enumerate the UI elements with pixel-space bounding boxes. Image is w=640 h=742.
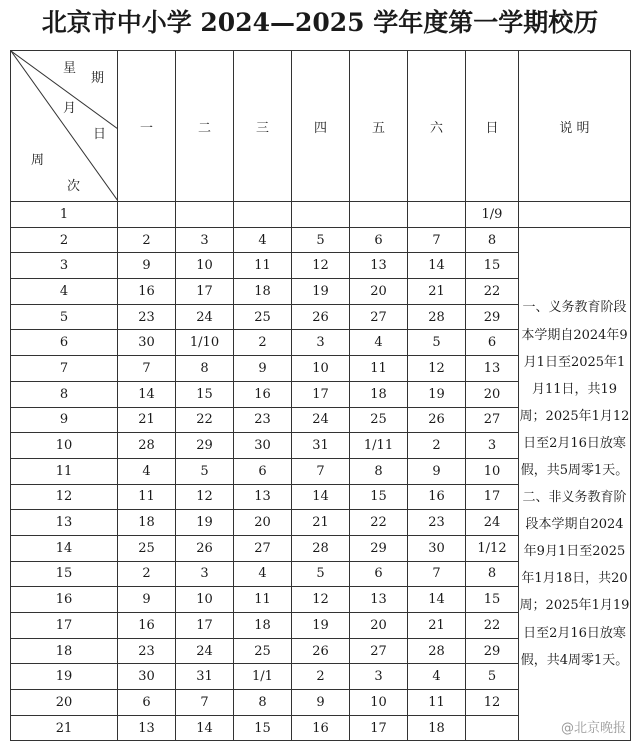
date-cell: 12: [292, 253, 350, 279]
corner-label-xing: 星: [63, 61, 77, 76]
date-cell: 8: [466, 227, 519, 253]
date-cell: 8: [176, 356, 234, 382]
date-cell: 2: [118, 227, 176, 253]
date-cell: 22: [176, 407, 234, 433]
week-number-cell: 15: [11, 561, 118, 587]
week-number-cell: 7: [11, 356, 118, 382]
date-cell: 9: [292, 690, 350, 716]
date-cell: 6: [118, 690, 176, 716]
corner-label-ri: 日: [93, 127, 107, 142]
date-cell: 18: [350, 381, 408, 407]
page-title: 北京市中小学 2024—2025 学年度第一学期校历: [41, 8, 599, 37]
date-cell: 5: [292, 561, 350, 587]
date-cell: 8: [234, 690, 292, 716]
date-cell: 6: [350, 561, 408, 587]
date-cell: 7: [118, 356, 176, 382]
date-cell: 14: [292, 484, 350, 510]
date-cell: 27: [466, 407, 519, 433]
date-cell: 26: [292, 638, 350, 664]
date-cell: 2: [118, 561, 176, 587]
date-cell: 24: [176, 304, 234, 330]
date-cell: 19: [408, 381, 466, 407]
weekday-header: 五: [350, 51, 408, 202]
week-number-cell: 3: [11, 253, 118, 279]
date-cell: 15: [350, 484, 408, 510]
week-number-cell: 12: [11, 484, 118, 510]
date-cell: [292, 202, 350, 228]
date-cell: 2: [234, 330, 292, 356]
date-cell: [118, 202, 176, 228]
date-cell: 24: [176, 638, 234, 664]
date-cell: 24: [292, 407, 350, 433]
date-cell: 29: [466, 304, 519, 330]
date-cell: 17: [176, 613, 234, 639]
date-cell: 29: [466, 638, 519, 664]
week-number-cell: 10: [11, 433, 118, 459]
date-cell: 21: [408, 613, 466, 639]
date-cell: 13: [350, 587, 408, 613]
date-cell: 4: [234, 561, 292, 587]
date-cell: 22: [466, 279, 519, 305]
date-cell: 16: [118, 279, 176, 305]
date-cell: 30: [408, 535, 466, 561]
date-cell: 18: [118, 510, 176, 536]
date-cell: 9: [118, 253, 176, 279]
date-cell: 28: [292, 535, 350, 561]
date-cell: [176, 202, 234, 228]
date-cell: 9: [408, 458, 466, 484]
date-cell: 25: [350, 407, 408, 433]
week-number-cell: 8: [11, 381, 118, 407]
date-cell: 22: [350, 510, 408, 536]
date-cell: 7: [176, 690, 234, 716]
date-cell: 23: [408, 510, 466, 536]
date-cell: [408, 202, 466, 228]
date-cell: 17: [466, 484, 519, 510]
date-cell: 12: [292, 587, 350, 613]
week-number-cell: 14: [11, 535, 118, 561]
date-cell: 28: [408, 638, 466, 664]
weekday-header: 一: [118, 51, 176, 202]
calendar-body: [11, 202, 631, 741]
weekday-header: 四: [292, 51, 350, 202]
date-cell: 28: [408, 304, 466, 330]
date-cell: 11: [234, 253, 292, 279]
date-cell: 25: [234, 304, 292, 330]
date-cell: 29: [176, 433, 234, 459]
weekday-header: 二: [176, 51, 234, 202]
date-cell: 12: [466, 690, 519, 716]
date-cell: 20: [234, 510, 292, 536]
date-cell: 20: [466, 381, 519, 407]
note-header: 说 明: [519, 51, 631, 202]
date-cell: 2: [408, 433, 466, 459]
date-cell: 16: [118, 613, 176, 639]
date-cell: 11: [118, 484, 176, 510]
date-cell: 21: [118, 407, 176, 433]
date-cell: 9: [234, 356, 292, 382]
week-number-cell: 11: [11, 458, 118, 484]
corner-label-yue: 月: [63, 101, 77, 116]
date-cell: 17: [292, 381, 350, 407]
weekday-header: 六: [408, 51, 466, 202]
week-number-cell: 17: [11, 613, 118, 639]
date-cell: 21: [408, 279, 466, 305]
date-cell: 6: [350, 227, 408, 253]
date-cell: 30: [118, 664, 176, 690]
date-cell: 16: [408, 484, 466, 510]
date-cell: 15: [176, 381, 234, 407]
weekday-header: 三: [234, 51, 292, 202]
week-number-cell: 4: [11, 279, 118, 305]
date-cell: 11: [350, 356, 408, 382]
date-cell: 31: [292, 433, 350, 459]
date-cell: 16: [292, 715, 350, 741]
date-cell: 10: [350, 690, 408, 716]
date-cell: [350, 202, 408, 228]
date-cell: 5: [176, 458, 234, 484]
header-row: [11, 51, 631, 202]
date-cell: 10: [176, 253, 234, 279]
date-cell: 5: [466, 664, 519, 690]
date-cell: 1/11: [350, 433, 408, 459]
date-cell: 25: [118, 535, 176, 561]
date-cell: 14: [408, 253, 466, 279]
date-cell: 27: [234, 535, 292, 561]
date-cell: 25: [234, 638, 292, 664]
date-cell: 26: [176, 535, 234, 561]
date-cell: 10: [176, 587, 234, 613]
date-cell: 1/1: [234, 664, 292, 690]
date-cell: 28: [118, 433, 176, 459]
corner-label-zhou: 周: [31, 153, 45, 168]
date-cell: 27: [350, 638, 408, 664]
date-cell: 7: [292, 458, 350, 484]
date-cell: 11: [408, 690, 466, 716]
date-cell: [234, 202, 292, 228]
date-cell: 11: [234, 587, 292, 613]
date-cell: 24: [466, 510, 519, 536]
date-cell: 5: [408, 330, 466, 356]
week-number-cell: 19: [11, 664, 118, 690]
date-cell: [466, 715, 519, 741]
date-cell: 3: [292, 330, 350, 356]
date-cell: 3: [350, 664, 408, 690]
date-cell: 29: [350, 535, 408, 561]
date-cell: 10: [292, 356, 350, 382]
date-cell: 13: [234, 484, 292, 510]
date-cell: 15: [466, 253, 519, 279]
date-cell: 3: [176, 561, 234, 587]
date-cell: 19: [292, 613, 350, 639]
school-calendar-table: [10, 50, 631, 741]
date-cell: 1/12: [466, 535, 519, 561]
date-cell: 17: [176, 279, 234, 305]
date-cell: 15: [466, 587, 519, 613]
date-cell: 26: [408, 407, 466, 433]
date-cell: 7: [408, 561, 466, 587]
date-cell: 23: [118, 304, 176, 330]
note-cell: 一、义务教育阶段本学期自2024年9月1日至2025年1月11日，共19周；2025年1月12日至2月16日放寒假，共5周零1天。二、非义务教育阶段本学期自2024年9月1日至2025年1月18日，共20周；2025年1月19日至2月16日放寒假，共4周零1天。: [519, 227, 631, 741]
date-cell: 1/9: [466, 202, 519, 228]
date-cell: 3: [176, 227, 234, 253]
date-cell: 18: [234, 279, 292, 305]
date-cell: 21: [292, 510, 350, 536]
date-cell: 4: [350, 330, 408, 356]
weekday-header: 日: [466, 51, 519, 202]
watermark: @北京晚报: [560, 721, 626, 736]
date-cell: 7: [408, 227, 466, 253]
date-cell: 19: [176, 510, 234, 536]
date-cell: 2: [292, 664, 350, 690]
date-cell: 26: [292, 304, 350, 330]
corner-diagonal-header: [11, 51, 118, 202]
date-cell: 4: [408, 664, 466, 690]
date-cell: 10: [466, 458, 519, 484]
date-cell: 14: [118, 381, 176, 407]
date-cell: 8: [350, 458, 408, 484]
week-number-cell: 13: [11, 510, 118, 536]
date-cell: 3: [466, 433, 519, 459]
week-number-cell: 9: [11, 407, 118, 433]
week-number-cell: 20: [11, 690, 118, 716]
date-cell: 5: [292, 227, 350, 253]
date-cell: 20: [350, 613, 408, 639]
date-cell: 8: [466, 561, 519, 587]
date-cell: 17: [350, 715, 408, 741]
corner-label-qi: 期: [91, 71, 105, 86]
table-row: [11, 202, 631, 228]
date-cell: 30: [118, 330, 176, 356]
date-cell: 31: [176, 664, 234, 690]
date-cell: 13: [466, 356, 519, 382]
week-number-cell: 21: [11, 715, 118, 741]
table-row: [11, 227, 631, 253]
date-cell: 6: [466, 330, 519, 356]
date-cell: 30: [234, 433, 292, 459]
date-cell: 22: [466, 613, 519, 639]
week-number-cell: 1: [11, 202, 118, 228]
date-cell: 20: [350, 279, 408, 305]
date-cell: 18: [408, 715, 466, 741]
date-cell: 23: [118, 638, 176, 664]
date-cell: 15: [234, 715, 292, 741]
date-cell: 16: [234, 381, 292, 407]
date-cell: 13: [350, 253, 408, 279]
week-number-cell: 5: [11, 304, 118, 330]
week-number-cell: 6: [11, 330, 118, 356]
date-cell: 6: [234, 458, 292, 484]
week-number-cell: 2: [11, 227, 118, 253]
date-cell: 9: [118, 587, 176, 613]
date-cell: 13: [118, 715, 176, 741]
date-cell: 4: [118, 458, 176, 484]
date-cell: 19: [292, 279, 350, 305]
date-cell: 12: [408, 356, 466, 382]
date-cell: 23: [234, 407, 292, 433]
date-cell: 18: [234, 613, 292, 639]
date-cell: 14: [408, 587, 466, 613]
date-cell: 14: [176, 715, 234, 741]
date-cell: 27: [350, 304, 408, 330]
corner-label-ci: 次: [67, 179, 81, 194]
week-number-cell: 18: [11, 638, 118, 664]
date-cell: 1/10: [176, 330, 234, 356]
date-cell: 4: [234, 227, 292, 253]
note-blank-cell: [519, 202, 631, 228]
date-cell: 12: [176, 484, 234, 510]
week-number-cell: 16: [11, 587, 118, 613]
